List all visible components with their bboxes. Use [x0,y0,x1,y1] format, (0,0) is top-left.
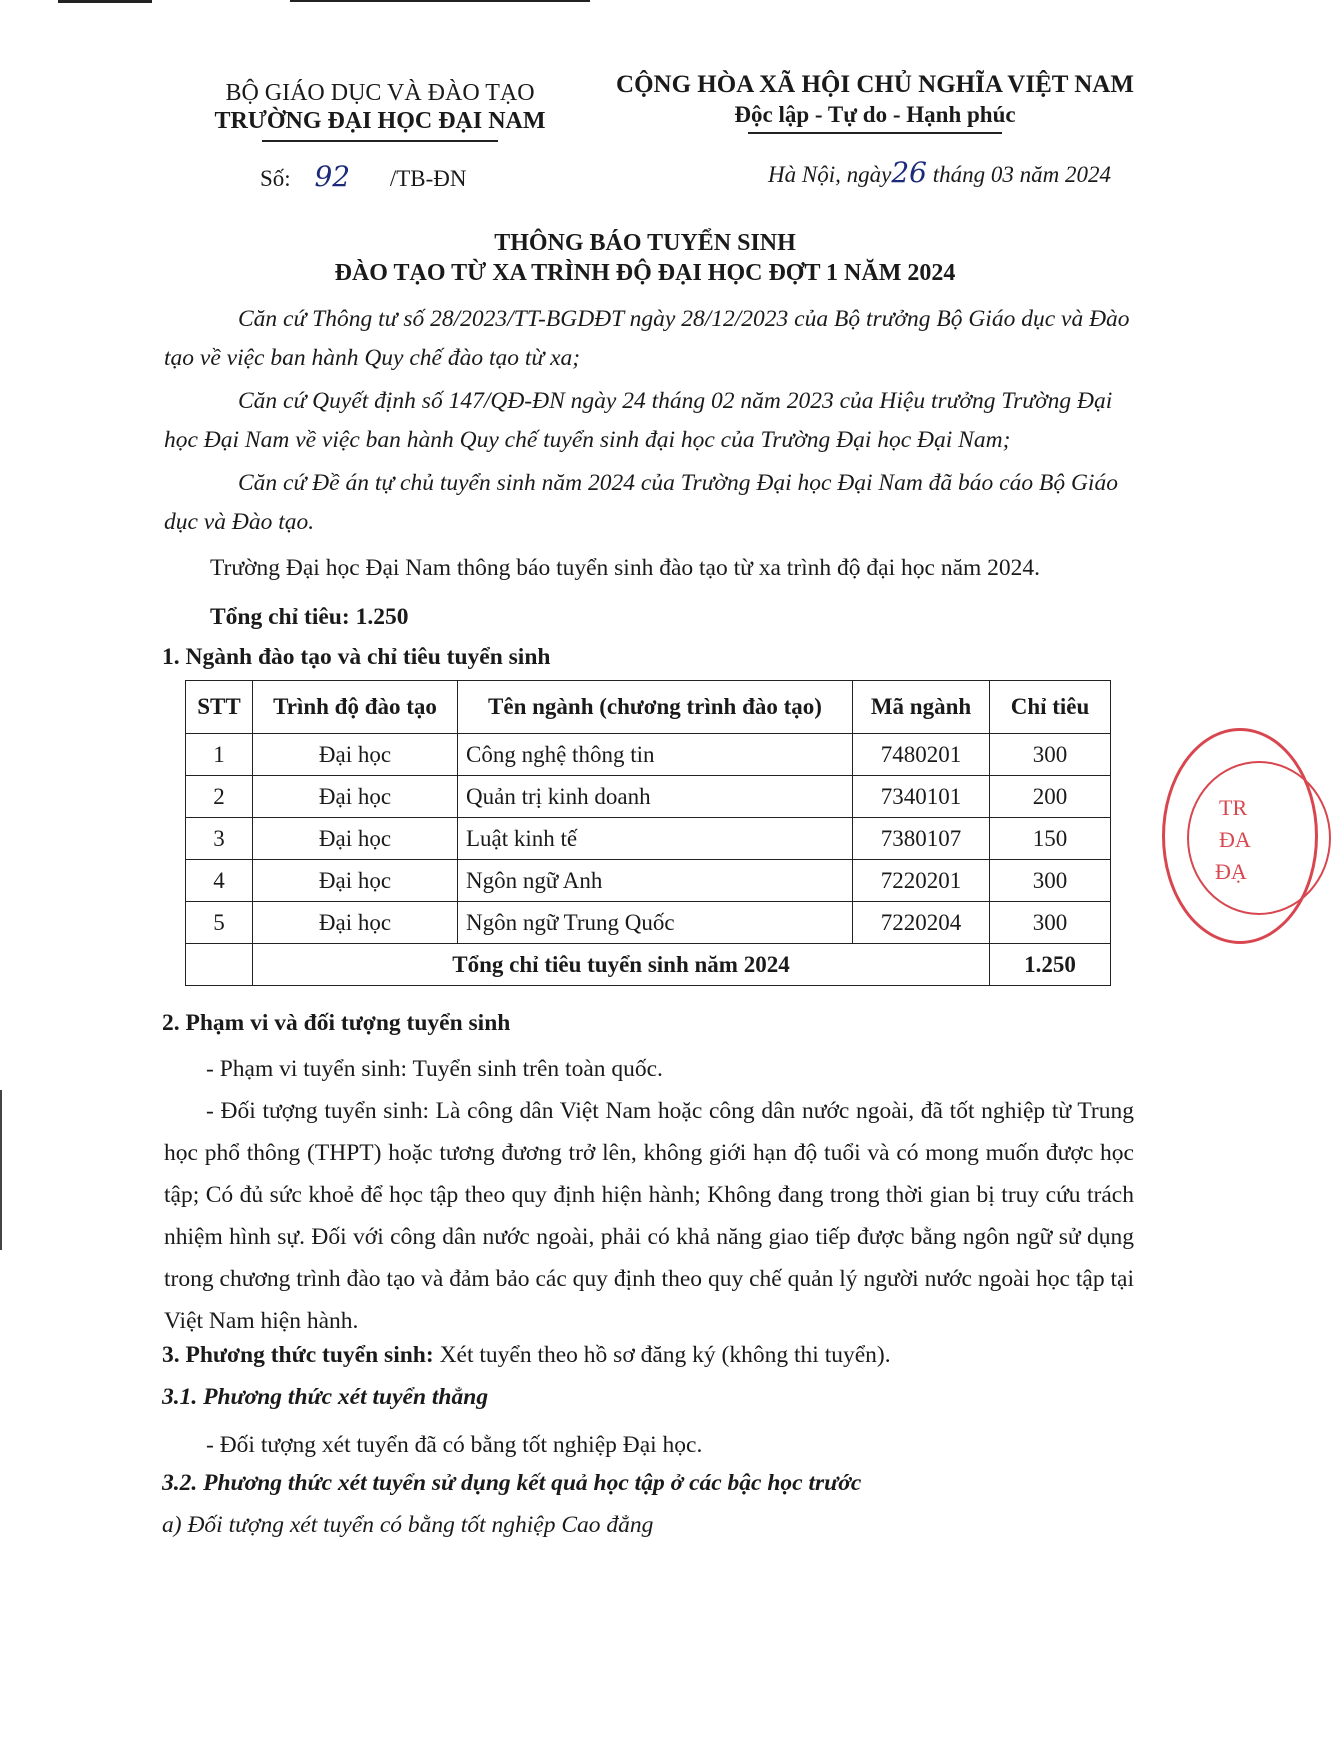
motto: Độc lập - Tự do - Hạnh phúc [734,102,1016,127]
table-row [186,860,1111,902]
cell-quota: 300 [990,902,1111,944]
cell-quota: 300 [990,860,1111,902]
table-total-row [186,944,1111,986]
scan-edge-mark-left [58,0,152,3]
school-underline [262,140,498,142]
stamp-text-2: ĐA [1219,827,1251,852]
table-header-row [186,681,1111,734]
col-header-level: Trình độ đào tạo [253,681,458,734]
motto-underline [748,132,1002,134]
cell-code: 7340101 [853,776,990,818]
cell-level: Đại học [253,860,458,902]
basis-paragraph-3: Căn cứ Đề án tự chủ tuyển sinh năm 2024 của Trường Đại học Đại Nam đã báo cáo Bộ Giáo dục và Đào tạo. [164,470,1118,535]
table-row [186,902,1111,944]
scan-edge-mark-side [0,1090,2,1250]
basis-paragraph-2: Căn cứ Quyết định số 147/QĐ-ĐN ngày 24 tháng 02 năm 2023 của Hiệu trưởng Trường Đại học Đại Nam về việc ban hành Quy chế tuyển sinh đại học của Trường Đại học Đại Nam; [164,388,1113,453]
scan-edge-mark-right [290,0,590,2]
section-2-heading: 2. Phạm vi và đối tượng tuyển sinh [162,1010,511,1036]
date-day-handwritten: 26 [891,156,927,189]
section-3-heading [162,1342,891,1369]
number-prefix: Số: [260,166,291,191]
section-3-heading-rest: Xét tuyển theo hồ sơ đăng ký (không thi tuyển). [433,1342,891,1368]
cell-stt: 1 [186,734,253,776]
quota-table [185,680,1111,986]
document-number [260,160,467,193]
country-name: CỘNG HÒA XÃ HỘI CHỦ NGHĨA VIỆT NAM [616,71,1134,98]
basis-paragraph-1: Căn cứ Thông tư số 28/2023/TT-BGDĐT ngày 28/12/2023 của Bộ trưởng Bộ Giáo dục và Đào tạo về việc ban hành Quy chế đào tạo từ xa; [164,306,1130,371]
basis-block [164,300,1134,542]
cell-quota: 150 [990,818,1111,860]
section-3-heading-bold: 3. Phương thức tuyển sinh: [162,1342,434,1368]
intro-paragraph: Trường Đại học Đại Nam thông báo tuyển sinh đào tạo từ xa trình độ đại học năm 2024. [210,555,1041,581]
section-3-2-heading: 3.2. Phương thức xét tuyển sử dụng kết quả học tập ở các bậc học trước [162,1470,862,1496]
cell-major: Công nghệ thông tin [458,734,853,776]
official-stamp [1162,728,1318,944]
number-handwritten: 92 [314,160,351,193]
cell-code: 7220201 [853,860,990,902]
cell-level: Đại học [253,734,458,776]
stamp-text-1: TR [1219,795,1248,820]
school-name: TRƯỜNG ĐẠI HỌC ĐẠI NAM [214,108,546,134]
cell-major: Luật kinh tế [458,818,853,860]
col-header-quota: Chỉ tiêu [990,681,1111,734]
table-row [186,818,1111,860]
cell-stt: 3 [186,818,253,860]
section-3-1-heading: 3.1. Phương thức xét tuyển thẳng [162,1384,489,1410]
cell-stt: 4 [186,860,253,902]
section-3-1-item: - Đối tượng xét tuyển đã có bằng tốt nghiệp Đại học. [206,1432,703,1458]
title-line-2: ĐÀO TẠO TỪ XA TRÌNH ĐỘ ĐẠI HỌC ĐỢT 1 NĂM 2024 [334,260,956,286]
ministry-name: BỘ GIÁO DỤC VÀ ĐÀO TẠO [225,80,535,106]
table-row [186,734,1111,776]
table-row [186,776,1111,818]
section-1-heading: 1. Ngành đào tạo và chỉ tiêu tuyển sinh [162,644,551,670]
cell-stt: 5 [186,902,253,944]
cell-level: Đại học [253,776,458,818]
cell-level: Đại học [253,818,458,860]
col-header-code: Mã ngành [853,681,990,734]
cell-total-empty [186,944,253,986]
cell-code: 7380107 [853,818,990,860]
cell-code: 7480201 [853,734,990,776]
cell-code: 7220204 [853,902,990,944]
cell-level: Đại học [253,902,458,944]
col-header-major: Tên ngành (chương trình đào tạo) [458,681,853,734]
cell-stt: 2 [186,776,253,818]
cell-quota: 300 [990,734,1111,776]
cell-major: Ngôn ngữ Trung Quốc [458,902,853,944]
scope-paragraph: - Phạm vi tuyển sinh: Tuyển sinh trên toàn quốc. [206,1056,663,1082]
cell-total-value: 1.250 [990,944,1111,986]
title-line-1: THÔNG BÁO TUYỂN SINH [494,230,796,256]
number-suffix: /TB-ĐN [389,166,467,191]
total-quota: Tổng chỉ tiêu: 1.250 [210,604,409,630]
cell-major: Quản trị kinh doanh [458,776,853,818]
target-paragraph: - Đối tượng tuyển sinh: Là công dân Việt Nam hoặc công dân nước ngoài, đã tốt nghiệp từ Trung học phổ thông (THPT) hoặc tương đương trở lên, không giới hạn độ tuổi và có mong muốn được học tập; Có đủ sức khoẻ để học tập theo quy định hiện hành; Không đang trong thời gian bị truy cứu trách nhiệm hình sự. Đối với công dân nước ngoài, phải có khả năng giao tiếp được bằng ngôn ngữ sử dụng trong chương trình đào tạo và đảm bảo các quy định theo quy chế quản lý người nước ngoài học tập tại Việt Nam hiện hành. [164,1098,1134,1334]
cell-major: Ngôn ngữ Anh [458,860,853,902]
stamp-text-3: ĐẠ [1215,859,1247,884]
date-suffix: tháng 03 năm 2024 [932,162,1111,187]
issue-date [768,156,1111,189]
stamp-inner-ring [1187,761,1331,915]
col-header-stt: STT [186,681,253,734]
cell-total-label: Tổng chỉ tiêu tuyển sinh năm 2024 [253,944,990,986]
cell-quota: 200 [990,776,1111,818]
section-3-2-a: a) Đối tượng xét tuyển có bằng tốt nghiệp Cao đẳng [162,1512,654,1538]
date-prefix: Hà Nội, ngày [768,162,892,187]
